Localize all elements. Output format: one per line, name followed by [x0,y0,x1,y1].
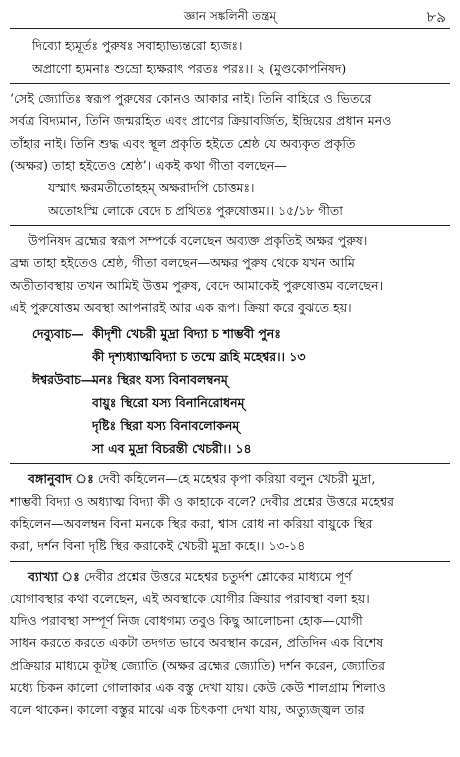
text-line: শাম্ভবী বিদ্যা ও অধ্যাত্ম বিদ্যা কী ও কাহাকে বলে? দেবীর প্রশ্নের উত্তরে মহেশ্বর [10,493,395,509]
divider [10,463,450,464]
verse-gita [10,177,450,222]
text-line: সাধন করতে করতে একটা তদগত ভাবে অবস্থান করেন, প্রতিদিন এক বিশেষ [10,635,384,651]
text-line: করা, দর্শন বিনা দৃষ্টি স্থির করাকেই খেচরী মুদ্রা কহে।। ১৩-১৪ [10,538,306,554]
paragraph-brahman [10,230,450,319]
text-line [10,468,450,490]
page-number: ৮৯ [426,8,446,26]
dialogue-line: মনঃ স্থিরং যস্য বিনাবলম্বনম্ [92,372,228,388]
running-title: জ্ঞান সঙ্কলিনী তন্ত্রম্ [183,9,277,23]
text-line: মধ্যে চিকন কালো গোলাকার এক বস্তু দেখা যায়। কেউ কেউ শালগ্রাম শিলাও [10,680,386,696]
text-line: এই পুরুষোত্তম অবস্থা আপনারই আর এক রূপ। ক্রিয়া করে বুঝতে হয়। [10,300,352,316]
text-line [10,566,450,588]
text-line: উপনিষদ ব্রহ্মের স্বরূপ সম্পর্কে বলেছেন অব্যক্ত প্রকৃতিই অক্ষর পুরুষ। [28,233,368,249]
text-line: কহিলেন—অবলম্বন বিনা মনকে স্থির করা, শ্বাস রোধ না করিয়া বায়ুকে স্থির [10,515,373,531]
speaker-ishwar: ঈশ্বরউবাচ— [32,372,94,388]
sanskrit-dialogue [10,322,450,460]
text-line: যদিও পরাবস্থা সম্পূর্ণ নিজ বোধগম্য তবুও কিছু আলোচনা হোক—যোগী [10,613,363,629]
verse-line: অতোঽস্মি লোকে বেদে চ প্রথিতঃ পুরুষোত্তম।। ১৫/১৮ গীতা [48,202,343,218]
divider [10,225,450,226]
text-line: (অক্ষর) তাহা হইতেও শ্রেষ্ঠ’। একই কথা গীতা বলছেন— [10,157,287,173]
explanation-text: দেবীর প্রশ্নের উত্তরে মহেশ্বর চতুর্দশ শ্লোকের মাধ্যমে পূর্ণ [79,568,352,584]
translation-heading: বঙ্গানুবাদ ঃ [28,471,94,487]
text-line: অতীতাবস্থায় তখন আমিই উত্তম পুরুষ, বেদে আমাকেই পুরুষোত্তম বলেছেন। [10,277,384,293]
speaker-devi: দেব্যুবাচ— [32,326,84,342]
verse-line: যস্মাৎ ক্ষরমতীতোহহম্ অক্ষরাদপি চোত্তমঃ। [48,180,255,196]
text-line: প্রক্রিয়ার মাধ্যমে কূটস্থ জ্যোতি (অক্ষর ব্রহ্মের জ্যোতি) দর্শন করেন, জ্যোতির [10,657,386,673]
paragraph-upanishad [10,88,450,177]
text-line: যোগাবস্থার কথা বলেছেন, এই অবস্থাকে যোগীর ক্রিয়ার পরাবস্থা বলা হয়। [10,590,370,606]
text-line: সর্বত্র বিদ্যমান, তিনি জন্মরহিত এবং প্রাণের ক্রিয়াবর্জিত, ইন্দ্রিয়ের প্রধান মনও [10,113,392,129]
translation-text: দেবী কহিলেন—হে মহেশ্বর কৃপা করিয়া বলুন খেচরী মুদ্রা, [93,471,376,487]
verse-line: অপ্রাণো হ্যমনাঃ শুভ্রো হ্যক্ষরাৎ পরতঃ পরঃ।। ২ (মুণ্ডকোপনিষদ) [32,60,347,76]
explanation-heading: ব্যাখ্যা ঃ [28,568,80,584]
dialogue-line: কীদৃশী খেচরী মুদ্রা বিদ্যা চ শাম্ভবী পুনঃ [92,326,281,342]
explanation [10,566,450,722]
bengali-translation [10,468,450,557]
page-header [10,6,450,29]
text-line: তাঁহার নাই। তিনি শুদ্ধ এবং স্থূল প্রকৃতি হইতে শ্রেষ্ঠ যে অব্যকৃত প্রকৃতি [10,135,356,151]
dialogue-line: বায়ুঃ স্থিরো যস্য বিনানিরোধনম্ [92,395,245,411]
divider [10,561,450,562]
text-line: বলে থাকেন। কালো বস্তুর মাঝে এক চিৎকণা দেখা যায়, অত্যুজ্জ্বল তার [10,702,365,718]
dialogue-line: কী দৃশ্যধ্যাত্মবিদ্যা চ তন্মে ব্রূহি মহেশ্বর।। ১৩ [92,349,306,365]
dialogue-line: সা এব মুদ্রা বিচরন্তী খেচরী।। ১৪ [92,441,252,457]
verse-line: দিব্যো হ্যমূর্তঃ পুরুষঃ সবাহ্যাভ্যন্তরো হ্যজঃ। [32,38,243,53]
divider [10,83,450,84]
verse-mundaka [10,35,450,80]
text-line: ‘সেই জ্যোতিঃ স্বরূপ পুরুষের কোনও আকার নাই। তিনি বাহিরে ও ভিতরে [10,91,372,106]
dialogue-line: দৃষ্টিঃ স্থিরা যস্য বিনাবলোকনম্ [92,418,240,434]
text-line: ব্রহ্ম তাহা হইতেও শ্রেষ্ঠ, গীতা বলছেন—অক্ষর পুরুষ থেকে যখন আমি [10,255,355,271]
